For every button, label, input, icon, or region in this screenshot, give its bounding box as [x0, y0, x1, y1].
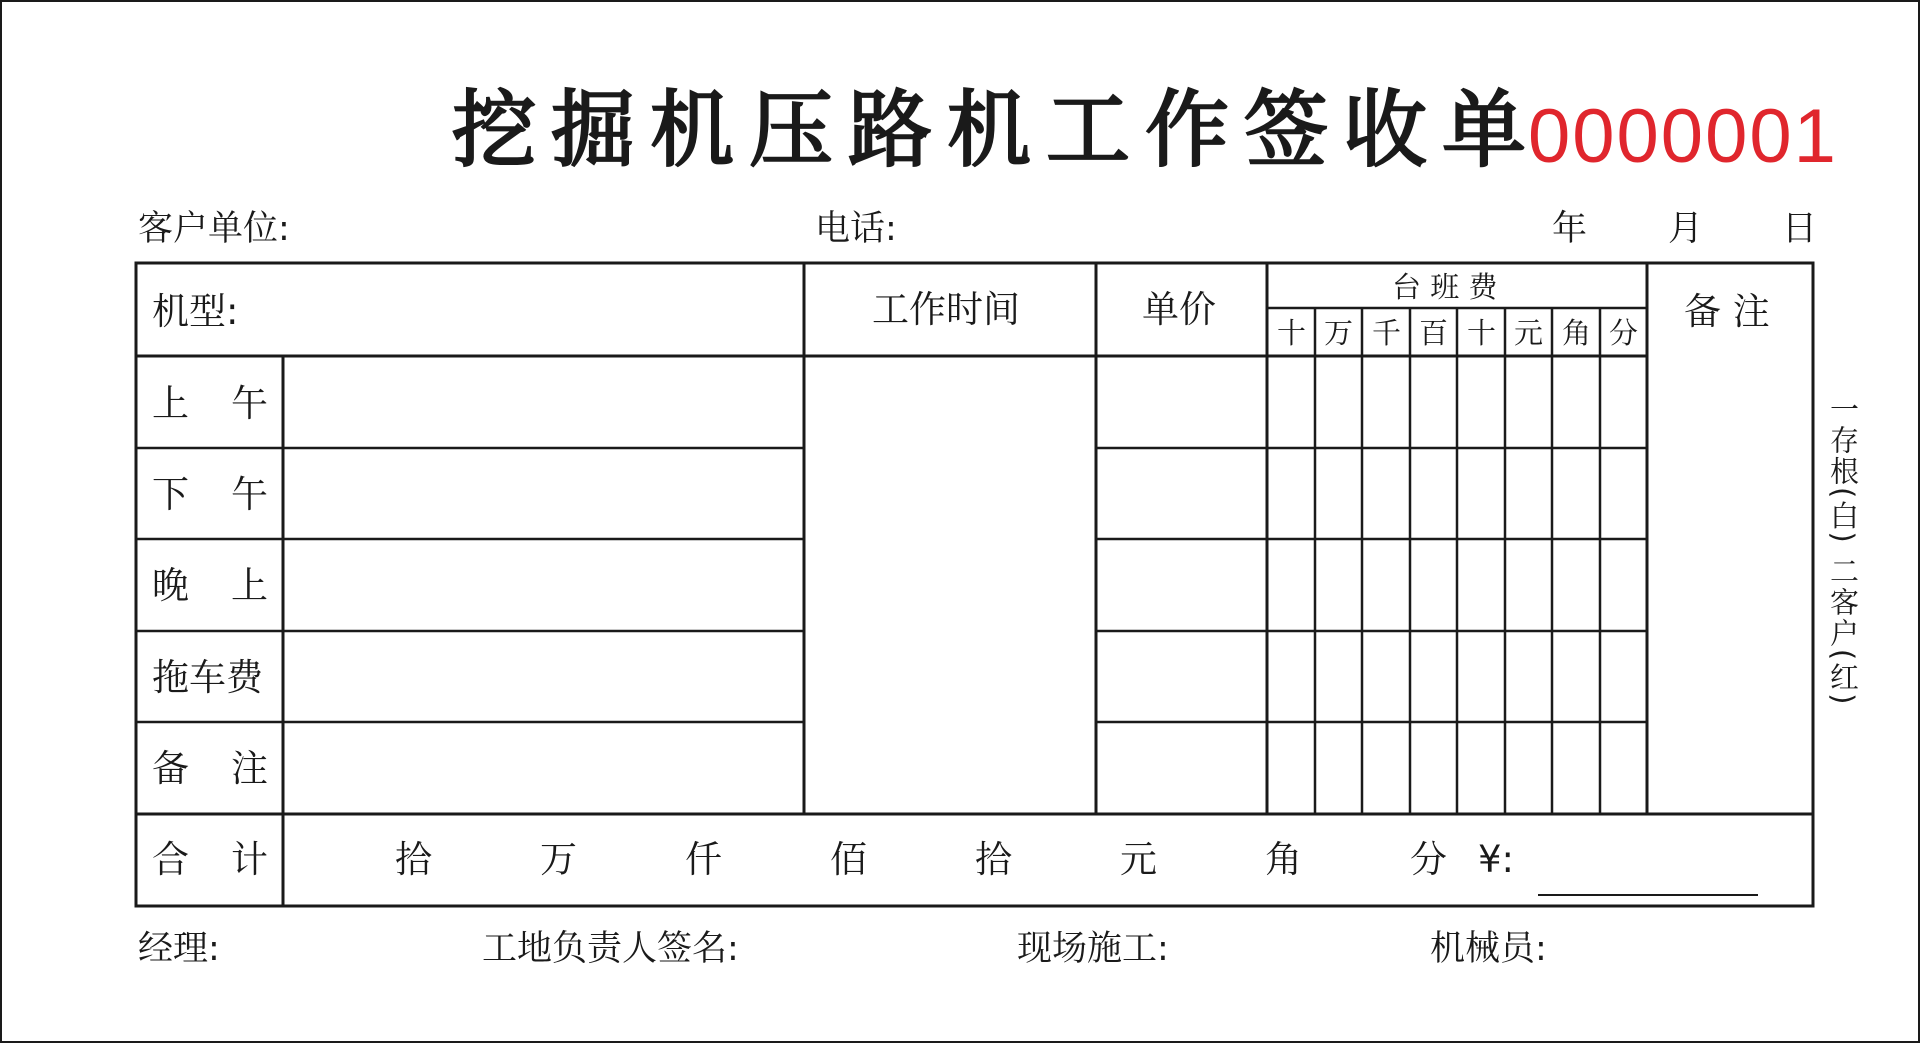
towing-input[interactable] [286, 634, 801, 719]
row-afternoon-label-b: 午 [231, 473, 268, 516]
remarks-input[interactable] [286, 725, 801, 811]
unit-price-header: 单价 [1142, 288, 1216, 331]
year-label: 年 [1552, 209, 1588, 249]
form-title: 挖掘机压路机工作签收单 [452, 80, 1542, 179]
digit-jiao: 角 [1562, 316, 1592, 350]
digit-thousand: 千 [1372, 316, 1402, 350]
row-morning-label-a: 上 [152, 382, 189, 425]
digit-ten: 十 [1467, 316, 1497, 350]
machinist-label: 机械员: [1430, 929, 1547, 969]
row-evening-label-a: 晚 [152, 564, 189, 607]
total-unit-bai: 佰 [830, 838, 867, 881]
copy-distribution-note: 一存根(白) 二客户(红) [1826, 394, 1860, 707]
row-towing-label: 拖车费 [152, 656, 263, 699]
site-construction-label: 现场施工: [1017, 929, 1169, 969]
total-unit-jiao: 角 [1265, 838, 1302, 881]
serial-number: 0000001 [1528, 94, 1838, 179]
model-label: 机型: [152, 290, 239, 333]
total-unit-fen: 分 [1410, 838, 1447, 881]
row-remarks-label-b: 注 [231, 747, 268, 790]
row-afternoon-label-a: 下 [152, 473, 189, 516]
afternoon-input[interactable] [286, 451, 801, 536]
digit-ten-million: 十 [1277, 316, 1307, 350]
row-evening-label-b: 上 [231, 564, 268, 607]
month-label: 月 [1668, 209, 1704, 249]
customer-label: 客户单位: [138, 209, 290, 249]
total-unit-wan: 万 [540, 838, 577, 881]
total-unit-shi: 拾 [975, 838, 1012, 881]
manager-label: 经理: [138, 929, 220, 969]
total-unit-shi-wan: 拾 [395, 838, 432, 881]
row-remarks-label-a: 备 [152, 747, 189, 790]
row-morning-label-b: 午 [231, 382, 268, 425]
digit-hundred: 百 [1419, 316, 1449, 350]
total-amount-field[interactable] [1538, 848, 1758, 892]
shift-fee-header: 台 班 费 [1392, 270, 1498, 304]
total-label-a: 合 [152, 838, 189, 881]
total-unit-yuan: 元 [1120, 838, 1157, 881]
work-time-header: 工作时间 [872, 288, 1020, 331]
phone-label: 电话: [815, 209, 897, 249]
site-leader-label: 工地负责人签名: [482, 929, 739, 969]
digit-fen: 分 [1609, 316, 1639, 350]
total-yuan-symbol: ¥: [1478, 838, 1515, 881]
total-label-b: 计 [231, 838, 268, 881]
day-label: 日 [1782, 209, 1818, 249]
remarks-header: 备 注 [1684, 290, 1770, 333]
total-unit-qian: 仟 [685, 838, 722, 881]
morning-input[interactable] [286, 359, 801, 445]
digit-ten-thousand: 万 [1324, 316, 1354, 350]
evening-input[interactable] [286, 542, 801, 628]
digit-yuan: 元 [1514, 316, 1544, 350]
